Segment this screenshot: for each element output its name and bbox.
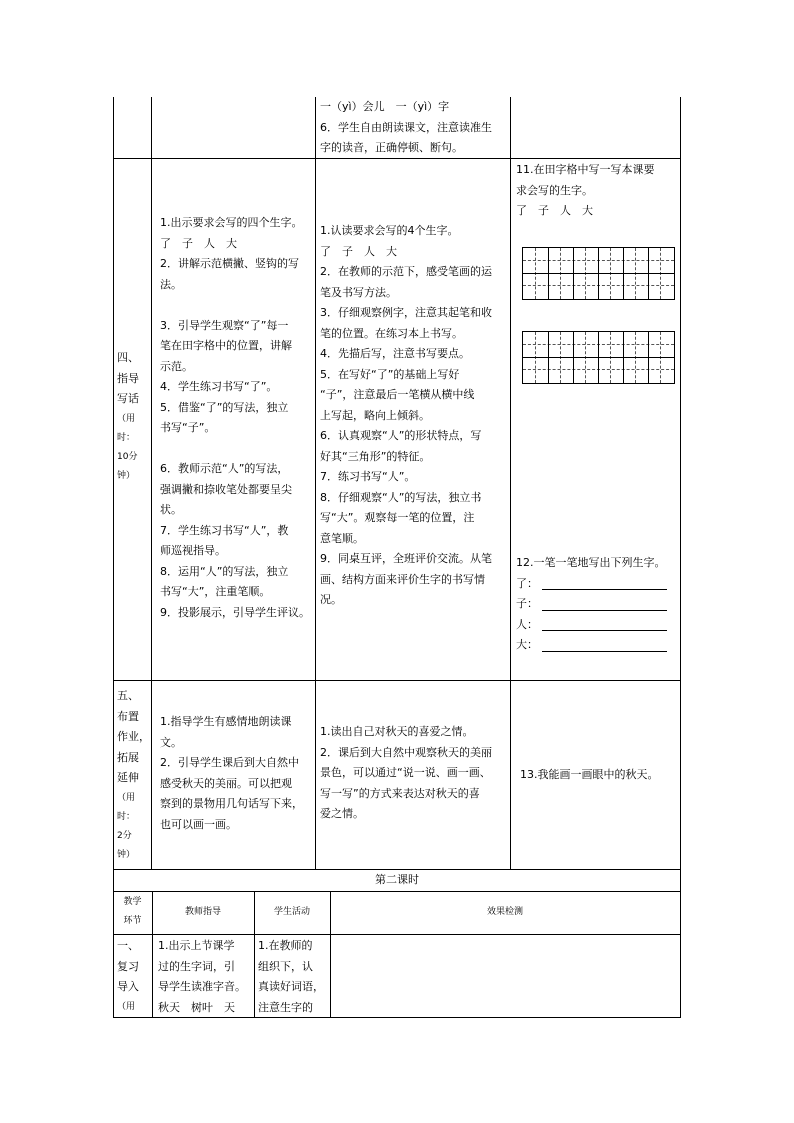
- text-line: 1.指导学生有感情地朗读课: [160, 715, 292, 728]
- header-effect-check: 效果检测: [486, 907, 523, 917]
- grid-row-divider: [523, 357, 674, 358]
- text-line: 注意生字的: [258, 1000, 313, 1014]
- text-line: 1.出示上节课学: [158, 939, 235, 952]
- section-label-line: 四、: [117, 351, 139, 364]
- lesson2-title: 第二课时: [375, 873, 419, 886]
- text-line: 强调撇和捺收笔处都要呈尖: [160, 482, 292, 496]
- row-divider-2: [113, 680, 681, 681]
- text-line: 上写起，略向上倾斜。: [320, 408, 430, 422]
- row1-student-activity: [320, 97, 508, 159]
- section-label-line: 一、: [117, 939, 139, 952]
- text-line: 7．练习书写“人”。: [320, 470, 416, 483]
- text-line: 书写“子”。: [160, 421, 216, 434]
- text-line: 了 子 人 大: [160, 236, 237, 250]
- text-line: 2．课后到大自然中观察秋天的美丽: [320, 745, 492, 759]
- text-line: 景色，可以通过“说一说、画一画、: [320, 766, 491, 779]
- text-line: 组织下，认: [258, 959, 313, 973]
- text-line: 8．运用“人”的写法，独立: [160, 564, 289, 578]
- text-line: 4．学生练习书写“了”。: [160, 380, 278, 393]
- text-line: 示范。: [160, 359, 193, 373]
- text-line: 了 子 人 大: [320, 244, 397, 258]
- text-line: 写“大”。观察每一笔的位置，注: [320, 511, 475, 524]
- section-label-line: 复习: [117, 959, 139, 973]
- time-line: 钟）: [117, 849, 136, 860]
- lesson2-row1-section: [117, 936, 151, 1017]
- text-line: 爱之情。: [320, 807, 364, 820]
- text-line: 秋天 树叶 天: [158, 1000, 235, 1014]
- text-line: 1.认读要求会写的4个生字。: [320, 224, 459, 237]
- time-line: 时：: [117, 432, 136, 443]
- section-label-line: 五、: [117, 689, 139, 702]
- text-line: 了 子 人 大: [516, 204, 593, 217]
- tianzige-grid: [522, 331, 675, 384]
- text-line: 笔及书写方法。: [320, 285, 397, 299]
- writing-label: 人：: [516, 617, 538, 631]
- table2-header-divider: [113, 934, 681, 935]
- writing-blank[interactable]: [542, 618, 667, 631]
- text-line: 也可以画一画。: [160, 817, 237, 831]
- text-line: 状。: [160, 503, 182, 516]
- text-line: 过的生字词，引: [158, 959, 235, 973]
- row3-check-exercise-13: [520, 765, 678, 786]
- text-line: [160, 295, 312, 316]
- text-line: 6．教师示范“人”的写法，: [160, 462, 289, 475]
- header-teaching-segment: [113, 893, 152, 931]
- text-line: 4．先描后写，注意书写要点。: [320, 347, 470, 360]
- writing-line-item: [516, 594, 678, 615]
- col-divider-1: [151, 97, 152, 870]
- text-line: 13.我能画一画眼中的秋天。: [520, 768, 659, 781]
- text-line: 笔的位置。在练习本上书写。: [320, 326, 463, 340]
- text-line: 求会写的生字。: [516, 183, 593, 197]
- writing-blank[interactable]: [542, 577, 667, 590]
- table-left-border: [113, 97, 114, 870]
- text-line: 9．同桌互评，全班评价交流。从笔: [320, 552, 492, 565]
- row2-section: [117, 348, 151, 486]
- text-line: 1.在教师的: [258, 939, 313, 952]
- text-line: 笔在田字格中的位置，讲解: [160, 339, 292, 352]
- writing-line-item: [516, 615, 678, 636]
- text-line: [160, 439, 312, 460]
- time-line: 2分: [117, 830, 132, 841]
- writing-line-item: [516, 574, 678, 595]
- row2-student-activity: [320, 221, 508, 611]
- text-line: 3．仔细观察例字，注意其起笔和收: [320, 306, 492, 319]
- tianzige-grid: [522, 247, 675, 300]
- text-line: 感受秋天的美丽。可以把观: [160, 776, 292, 790]
- text-line: 5．在写好“了”的基础上写好: [320, 367, 460, 381]
- grid-row-divider: [523, 273, 674, 274]
- text-line: 导学生读准字音。: [158, 980, 246, 993]
- text-line: 1.读出自己对秋天的喜爱之情。: [320, 725, 474, 738]
- section-label-line: 延伸: [117, 771, 139, 784]
- row3-student-activity: [320, 722, 508, 825]
- writing-label: 了：: [516, 576, 538, 590]
- time-line: （用: [117, 1001, 136, 1012]
- section-label-line: 拓展: [117, 750, 139, 764]
- section-label-line: 导入: [117, 980, 139, 993]
- text-line: 2．在教师的示范下，感受笔画的运: [320, 265, 492, 278]
- header-student-activity: 学生活动: [273, 907, 310, 917]
- text-line: 6．认真观察“人”的形状特点，写: [320, 429, 482, 442]
- text-line: 7．学生练习书写“人”，教: [160, 523, 289, 537]
- text-line: “子”，注意最后一笔横从横中线: [320, 388, 475, 401]
- row2-teacher-guidance: [160, 213, 312, 623]
- row2-check-exercise-12: [516, 553, 678, 656]
- text-line: 1.出示要求会写的四个生字。: [160, 216, 303, 229]
- text-line: 8．仔细观察“人”的写法，独立书: [320, 490, 482, 504]
- text-line: 字的读音，正确停顿、断句。: [320, 141, 463, 154]
- text-line: 况。: [320, 593, 342, 606]
- writing-label: 子：: [516, 597, 538, 610]
- text-line: 意笔顺。: [320, 531, 364, 545]
- text-line: 11.在田字格中写一写本课要: [516, 163, 655, 176]
- row2-check-exercise-11: [516, 160, 678, 222]
- text-line: 2．引导学生课后到大自然中: [160, 756, 299, 769]
- text-line: 写一写”的方式来表达对秋天的喜: [320, 786, 480, 800]
- text-line: 书写“大”，注重笔顺。: [160, 585, 271, 598]
- header-line: 环节: [123, 916, 142, 926]
- text-line: 3．引导学生观察“了”每一: [160, 318, 289, 332]
- lesson2-row1-teacher-guidance: [158, 936, 253, 1018]
- exercise-title: 12.一笔一笔地写出下列生字。: [516, 556, 666, 569]
- section-label-line: 作业，: [117, 730, 150, 743]
- col-divider-2: [315, 97, 316, 870]
- writing-line-item: [516, 635, 678, 656]
- section-label-line: 指导: [117, 371, 139, 385]
- writing-blank[interactable]: [542, 639, 667, 652]
- time-line: 10分: [117, 451, 138, 462]
- header-teacher-guidance: 教师指导: [184, 907, 221, 917]
- text-line: 法。: [160, 277, 182, 291]
- time-line: 时：: [117, 811, 136, 822]
- text-line: 好其“三角形”的特征。: [320, 449, 431, 463]
- time-line: 钟）: [117, 470, 136, 481]
- section-label-line: 布置: [117, 709, 139, 723]
- text-line: 察到的景物用几句话写下来，: [160, 797, 303, 810]
- text-line: 9．投影展示，引导学生评议。: [160, 605, 310, 619]
- time-line: （用: [117, 792, 136, 803]
- text-line: 一（yì）会儿 一（yì）字: [320, 100, 450, 113]
- section-label-line: 写话: [117, 392, 139, 405]
- writing-blank[interactable]: [542, 598, 667, 611]
- time-line: （用: [117, 413, 136, 424]
- text-line: 师巡视指导。: [160, 544, 226, 557]
- text-line: 文。: [160, 735, 182, 749]
- table2-title-divider: [113, 891, 681, 892]
- text-line: 2．讲解示范横撇、竖钩的写: [160, 257, 299, 270]
- text-line: 5．借鉴“了”的写法，独立: [160, 400, 289, 414]
- text-line: 6．学生自由朗读课文，注意读准生: [320, 120, 492, 134]
- text-line: 画、结构方面来评价生字的书写情: [320, 572, 485, 586]
- lesson2-row1-student-activity: [258, 936, 329, 1018]
- col-divider-3: [510, 97, 511, 870]
- header-line: 教学: [123, 897, 142, 907]
- row3-section: [117, 686, 151, 865]
- writing-label: 大：: [516, 638, 538, 651]
- text-line: 真读好词语，: [258, 980, 324, 993]
- row3-teacher-guidance: [160, 712, 312, 835]
